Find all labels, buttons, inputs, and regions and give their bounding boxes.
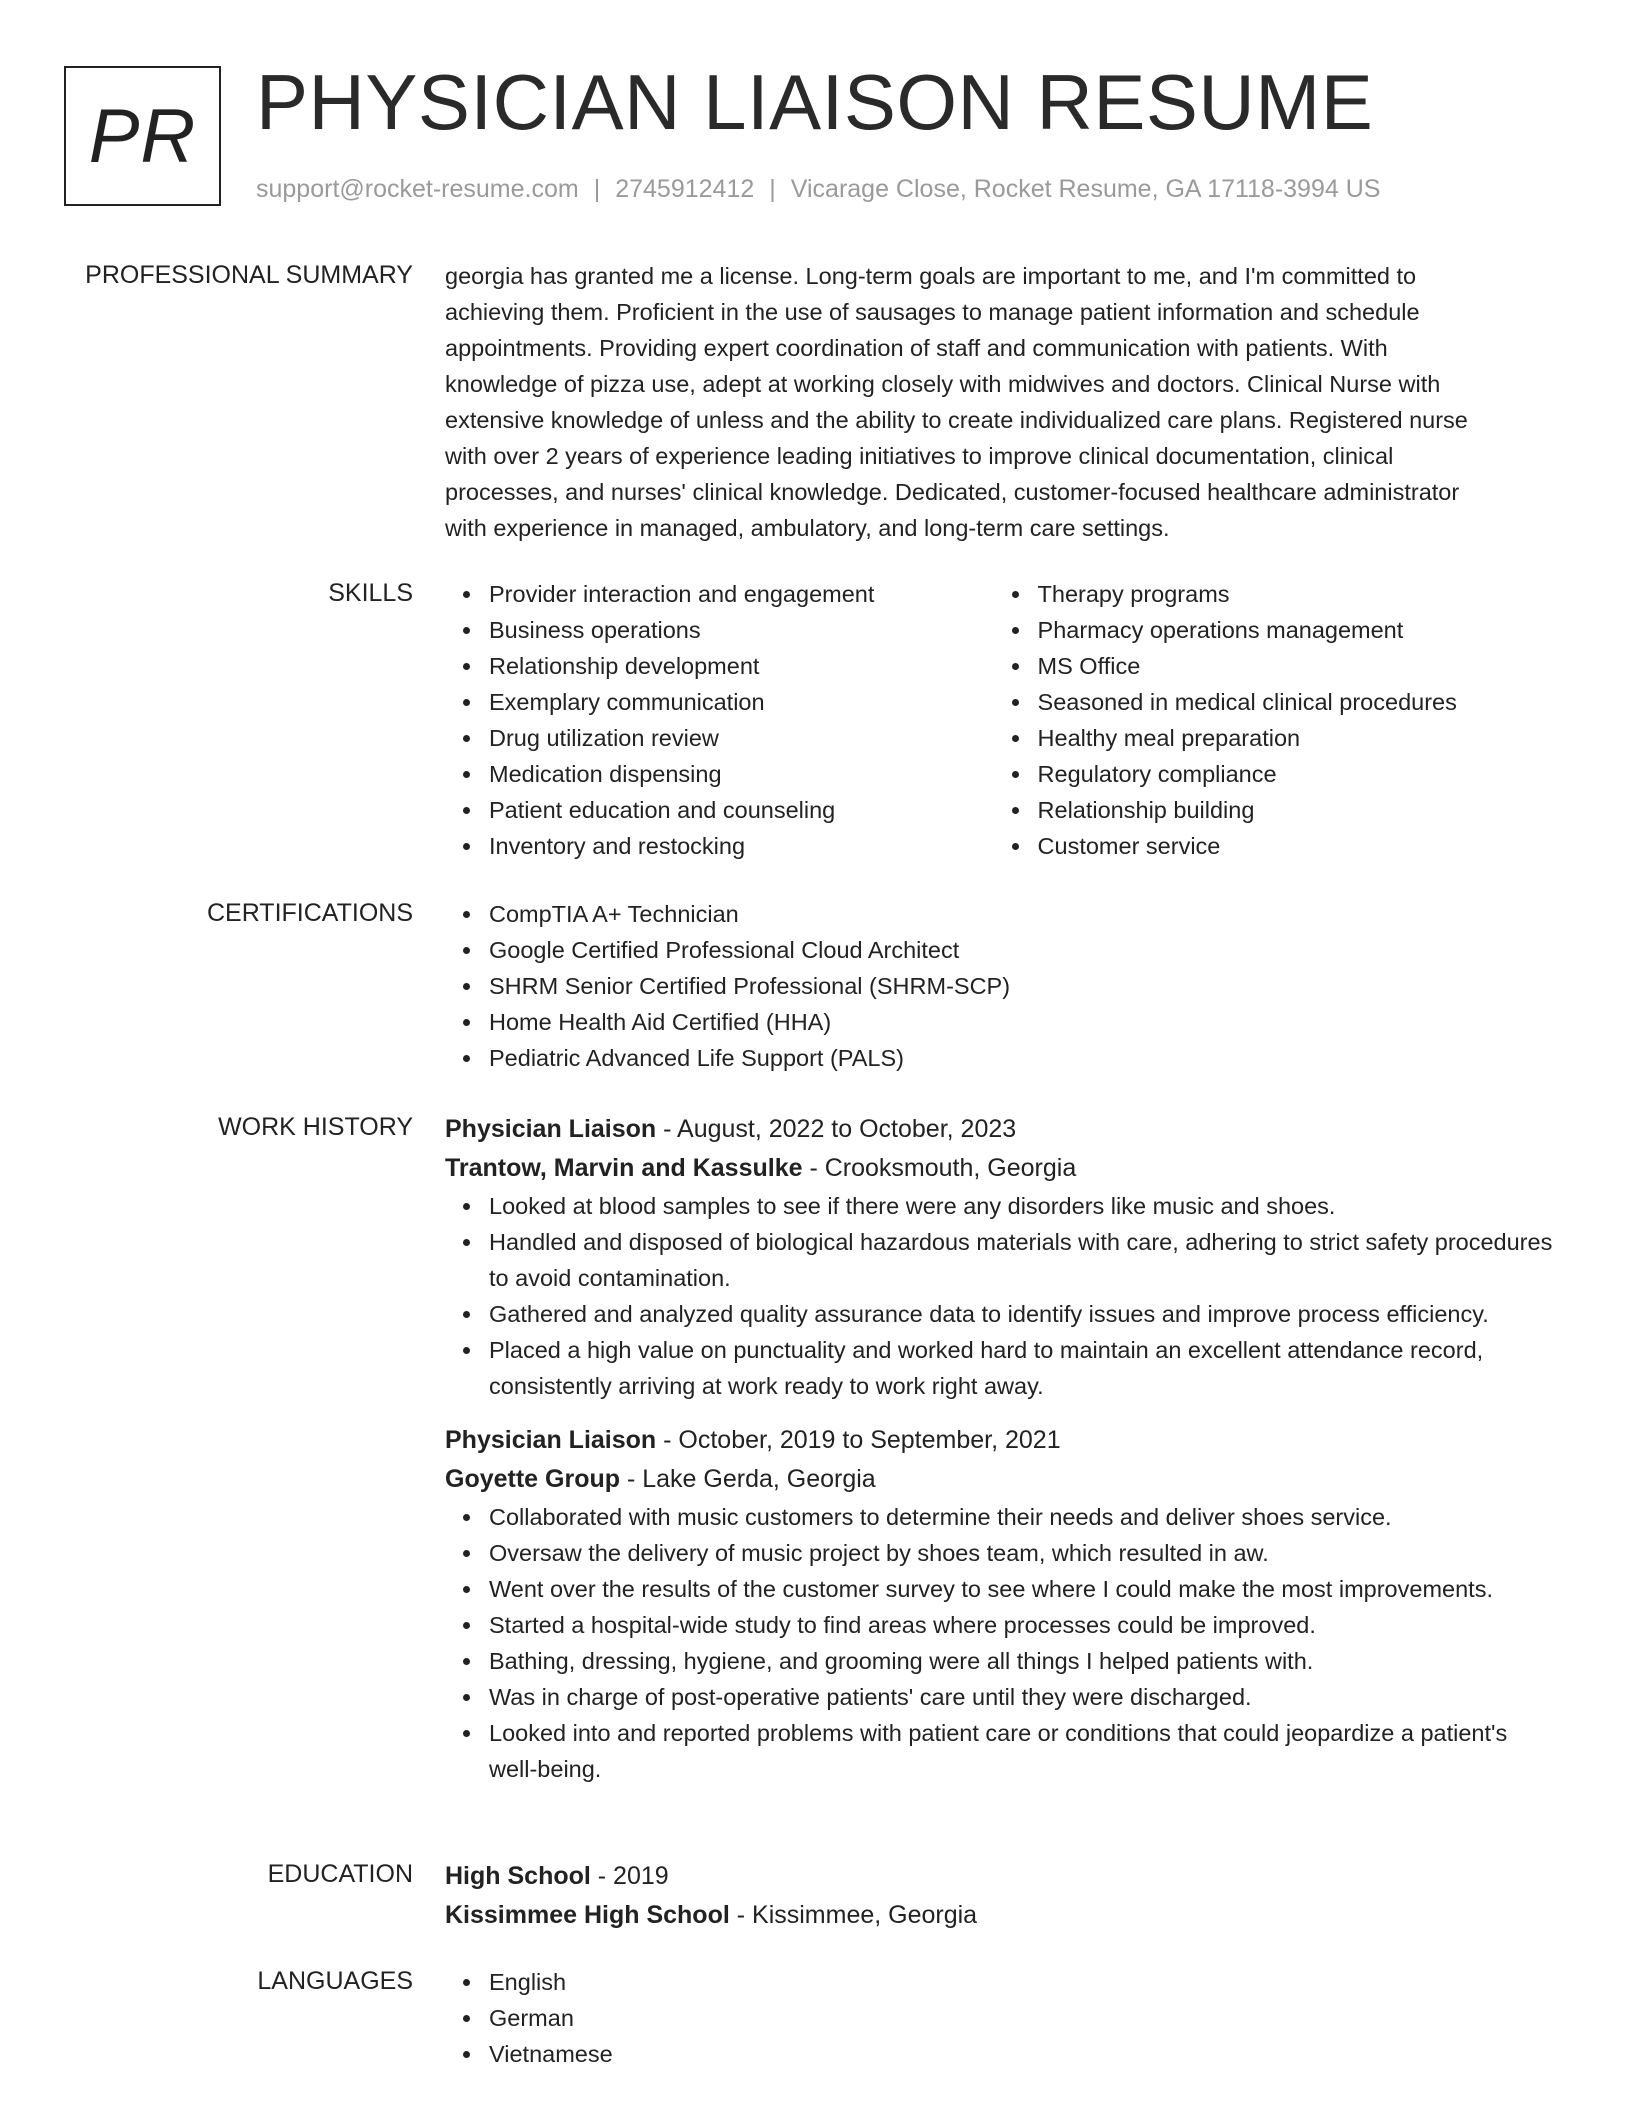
summary-line: knowledge of pizza use, adept at working closely with midwives and doctors. Clinical Nurse with [445,371,1441,397]
skill-item: Relationship building [1038,792,1555,828]
certification-item: SHRM Senior Certified Professional (SHRM-SCP) [489,968,1555,1004]
job-location: - Crooksmouth, Georgia [802,1154,1077,1182]
job-bullet: Went over the results of the customer survey to see where I could make the most improvements. [489,1571,1555,1607]
job-bullet: Placed a high value on punctuality and worked hard to maintain an excellent attendance record, consistently arriving at work ready to work right away. [489,1332,1555,1404]
contact-separator: | [593,175,601,203]
languages-heading: LANGUAGES [257,1967,413,1995]
education-heading: EDUCATION [267,1860,413,1888]
job-dates: - August, 2022 to October, 2023 [656,1115,1017,1143]
job-bullets [445,1188,1555,1404]
summary-line: achieving them. Proficient in the use of sausages to manage patient information and schedule [445,299,1420,325]
job-bullet: Looked at blood samples to see if there were any disorders like music and shoes. [489,1188,1555,1224]
job-bullet: Oversaw the delivery of music project by shoes team, which resulted in aw. [489,1535,1555,1571]
skill-item: Seasoned in medical clinical procedures [1038,684,1555,720]
languages-body [445,1964,1555,2072]
skills-columns [445,576,1555,864]
certifications-heading: CERTIFICATIONS [206,899,413,927]
contact-email[interactable]: support@rocket-resume.com [256,175,579,203]
certification-item: Home Health Aid Certified (HHA) [489,1004,1555,1040]
job-bullet: Handled and disposed of biological hazardous materials with care, adhering to strict safety procedures to avoid contamination. [489,1224,1555,1296]
summary-heading: PROFESSIONAL SUMMARY [85,261,413,289]
skills-heading: SKILLS [328,579,413,607]
skill-item: Patient education and counseling [489,792,994,828]
skill-item: Drug utilization review [489,720,994,756]
job-company-line [445,1460,1555,1499]
skills-list-right [994,576,1555,864]
summary-body [445,258,1555,546]
job-bullet: Gathered and analyzed quality assurance data to identify issues and improve process efficiency. [489,1296,1555,1332]
language-item: English [489,1964,1555,2000]
job-title-line [445,1110,1555,1149]
skill-item: Business operations [489,612,994,648]
education-location: - Kissimmee, Georgia [729,1901,978,1929]
job-bullet: Bathing, dressing, hygiene, and grooming were all things I helped patients with. [489,1643,1555,1679]
skill-item: Provider interaction and engagement [489,576,994,612]
job-title-line [445,1421,1555,1460]
summary-line: appointments. Providing expert coordination of staff and communication with patients. With [445,335,1388,361]
certification-item: Pediatric Advanced Life Support (PALS) [489,1040,1555,1076]
skill-item: Medication dispensing [489,756,994,792]
education-year: - 2019 [590,1862,669,1890]
work-history-heading: WORK HISTORY [218,1113,413,1141]
monogram-initials: PR [88,93,197,179]
job-company-line [445,1149,1555,1188]
summary-line: with experience in managed, ambulatory, and long-term care settings. [445,515,1170,541]
skill-item: Healthy meal preparation [1038,720,1555,756]
skill-item: Inventory and restocking [489,828,994,864]
skill-item: Regulatory compliance [1038,756,1555,792]
language-item: Vietnamese [489,2036,1555,2072]
monogram-box [64,66,221,206]
job-entry [445,1421,1555,1787]
summary-line: georgia has granted me a license. Long-term goals are important to me, and I'm committed to [445,263,1417,289]
job-bullet: Started a hospital-wide study to find areas where processes could be improved. [489,1607,1555,1643]
education-school: Kissimmee High School [445,1901,730,1929]
job-dates: - October, 2019 to September, 2021 [656,1426,1061,1454]
skill-item: Exemplary communication [489,684,994,720]
certifications-body [445,896,1555,1076]
language-item: German [489,2000,1555,2036]
education-degree: High School [445,1862,591,1890]
summary-line: processes, and nurses' clinical knowledge. Dedicated, customer-focused healthcare administrator [445,479,1460,505]
job-bullets [445,1499,1555,1787]
skill-item: MS Office [1038,648,1555,684]
skill-item: Pharmacy operations management [1038,612,1555,648]
contact-line [256,173,1380,205]
education-degree-line [445,1857,1555,1896]
certification-item: Google Certified Professional Cloud Architect [489,932,1555,968]
education-school-line [445,1896,1555,1935]
skill-item: Therapy programs [1038,576,1555,612]
job-bullet: Looked into and reported problems with patient care or conditions that could jeopardize a patient's well-being. [489,1715,1555,1787]
summary-line: extensive knowledge of unless and the ability to create individualized care plans. Registered nurse [445,407,1468,433]
skill-item: Relationship development [489,648,994,684]
job-company: Trantow, Marvin and Kassulke [445,1154,803,1182]
contact-separator: | [769,175,776,203]
skill-item: Customer service [1038,828,1555,864]
certification-item: CompTIA A+ Technician [489,896,1555,932]
contact-address: Vicarage Close, Rocket Resume, GA 17118-3994 US [790,175,1381,203]
languages-list [445,1964,1555,2072]
summary-line: with over 2 years of experience leading initiatives to improve clinical documentation, clinical [445,443,1394,469]
education-body [445,1857,1555,1935]
job-title: Physician Liaison [445,1115,657,1143]
job-title: Physician Liaison [445,1426,657,1454]
job-company: Goyette Group [445,1465,621,1493]
job-location: - Lake Gerda, Georgia [620,1465,876,1493]
job-bullet: Collaborated with music customers to determine their needs and deliver shoes service. [489,1499,1555,1535]
job-entry [445,1110,1555,1404]
resume-title: PHYSICIAN LIAISON RESUME [256,58,1374,146]
work-history-body [445,1110,1555,1787]
contact-phone[interactable]: 2745912412 [615,175,755,203]
skills-list-left [445,576,994,864]
job-bullet: Was in charge of post-operative patients' care until they were discharged. [489,1679,1555,1715]
certifications-list [445,896,1555,1076]
